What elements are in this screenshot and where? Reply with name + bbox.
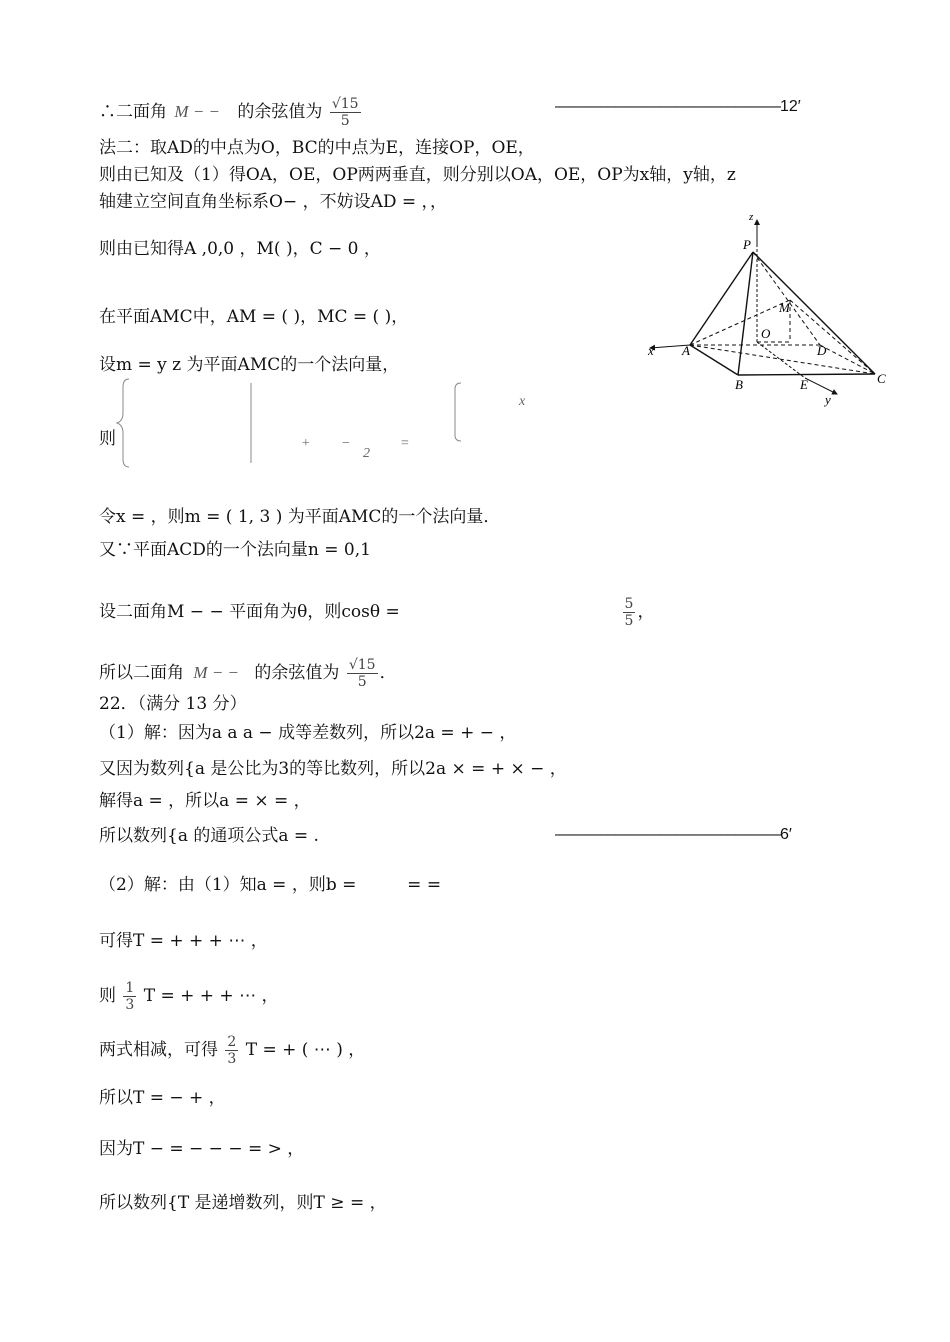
line-11: 设二面角M − − 平面角为θ，则cosθ = $\frac{5}{5}$ ， bbox=[99, 596, 655, 629]
label-y: y bbox=[825, 392, 831, 407]
label-d: D bbox=[817, 343, 827, 358]
line-11-fraction: $\frac{5}{5}$ bbox=[624, 596, 634, 629]
label-e: E bbox=[800, 377, 808, 392]
svg-text:2: 2 bbox=[363, 446, 370, 461]
label-m: M bbox=[779, 300, 790, 315]
line-7: 设m = y z 为平面AMC的一个法向量， bbox=[99, 355, 400, 375]
label-z: z bbox=[749, 212, 754, 223]
line-4: 轴建立空间直角坐标系O− ，不妨设AD = ，， bbox=[99, 192, 448, 212]
line-23: 因为T − = − − − = > ， bbox=[99, 1139, 305, 1159]
line-21-fraction: $\frac{2}{3}$ bbox=[227, 1034, 237, 1067]
svg-text:=: = bbox=[400, 436, 410, 451]
pyramid-figure bbox=[645, 212, 895, 412]
score-6: ———————————————6′ bbox=[555, 826, 792, 843]
line-1 bbox=[99, 96, 363, 129]
equation-braces bbox=[115, 375, 615, 475]
line-3: 则由已知及（1）得OA，OE，OP两两垂直，则分别以OA，OE，OP为x轴，y轴，z bbox=[99, 165, 736, 185]
line-1-text2: 的余弦值为 bbox=[237, 102, 323, 122]
line-13: 22．（满分 13 分） bbox=[99, 694, 247, 714]
svg-text:x: x bbox=[519, 394, 526, 409]
line-24: 所以数列{T 是递增数列，则T ≥ = ， bbox=[99, 1193, 387, 1213]
line-1-text: ∴二面角 bbox=[99, 102, 167, 122]
line-2: 法二：取AD的中点为O，BC的中点为E，连接OP，OE， bbox=[99, 138, 535, 158]
line-8: 则 bbox=[99, 429, 116, 449]
line-1-fraction: $\frac{√15}{5}$ bbox=[331, 96, 359, 129]
line-16: 解得a = ，所以a = × = ， bbox=[99, 791, 311, 811]
label-p: P bbox=[743, 237, 751, 252]
y-axis bbox=[757, 342, 805, 378]
svg-text:−: − bbox=[341, 436, 351, 451]
line-10: 又∵平面ACD的一个法向量n = 0,1 bbox=[99, 540, 371, 560]
line-14: （1）解：因为a a a − 成等差数列，所以2a = + − ， bbox=[99, 723, 517, 743]
line-12-fraction: $\frac{√15}{5}$ bbox=[348, 657, 376, 690]
label-o: O bbox=[761, 326, 771, 341]
line-1-math: M − − bbox=[174, 102, 221, 121]
line-15: 又因为数列{a 是公比为3的等比数列，所以2a × = + × − ， bbox=[99, 759, 567, 779]
line-17: 所以数列{a 的通项公式a = . bbox=[99, 826, 319, 846]
line-18: （2）解：由（1）知a = ，则b = = = bbox=[99, 875, 442, 895]
line-12: 所以二面角 M − − 的余弦值为 $\frac{√15}{5}$ ． bbox=[99, 657, 397, 690]
line-20-fraction: $\frac{1}{3}$ bbox=[125, 980, 135, 1013]
line-22: 所以T = − + ， bbox=[99, 1088, 226, 1108]
svg-text:+: + bbox=[301, 436, 311, 451]
label-a: A bbox=[682, 343, 690, 358]
line-9: 令x = ，则m = ( 1, 3 ) 为平面AMC的一个法向量． bbox=[99, 507, 501, 527]
line-19: 可得T = + + + ⋯ ， bbox=[99, 931, 268, 951]
label-x: x bbox=[648, 343, 654, 358]
score-12: ———————————————12′ bbox=[555, 98, 801, 115]
label-c: C bbox=[877, 371, 886, 386]
line-21: 两式相减，可得 $\frac{2}{3}$ T = + ( ⋯ ) ， bbox=[99, 1034, 366, 1067]
line-6: 在平面AMC中，AM = ( )，MC = ( )， bbox=[99, 307, 409, 327]
line-20: 则 $\frac{1}{3}$ T = + + + ⋯ ， bbox=[99, 980, 279, 1013]
label-b: B bbox=[735, 377, 743, 392]
line-5: 则由已知得A ,0,0 ，M( )，C − 0 ， bbox=[99, 239, 381, 259]
